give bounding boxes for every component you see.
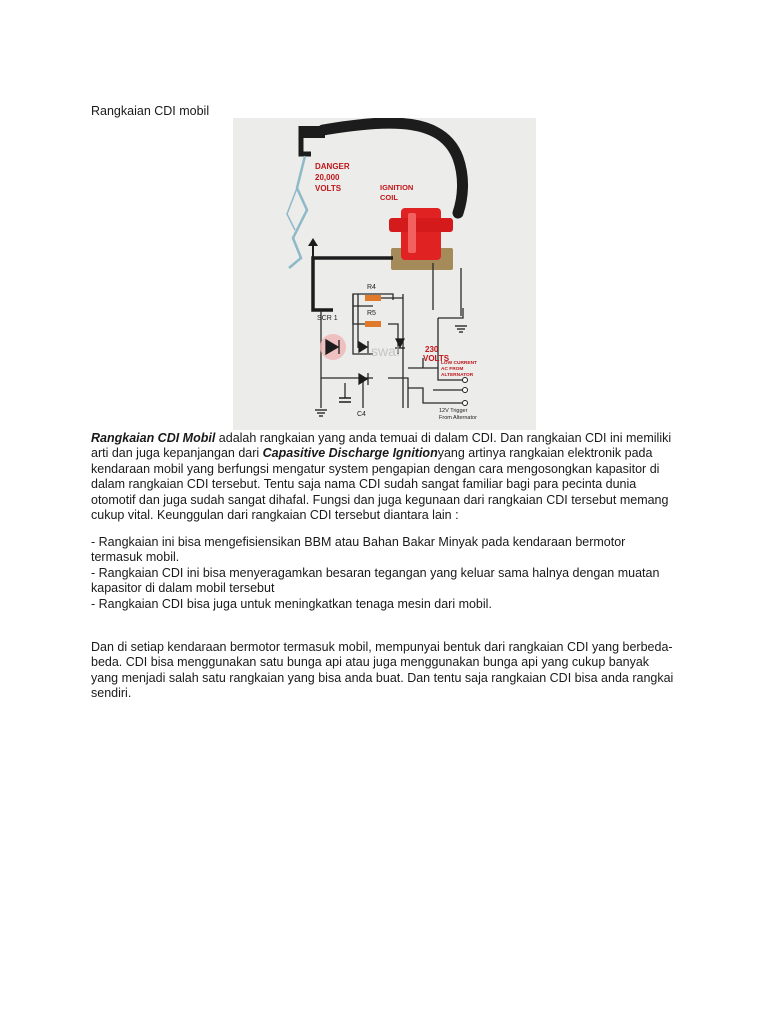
page-title: Rangkaian CDI mobil <box>91 104 210 118</box>
circuit-wiring <box>321 263 463 408</box>
paragraph-advantages <box>91 535 691 612</box>
paragraph-intro <box>91 431 691 523</box>
ignition-coil-top <box>389 218 453 232</box>
list-item: - Rangkaian ini bisa mengefisiensikan BBM atau Bahan Bakar Minyak pada kendaraan bermotor <box>91 535 626 549</box>
term-capasitive: Capasitive Discharge Ignition <box>262 446 438 461</box>
list-item: - Rangkaian CDI bisa juga untuk meningkatkan tenaga mesin dari mobil. <box>91 596 492 611</box>
lightning-bolt <box>289 156 307 268</box>
intro-line-6: cukup vital. Keunggulan dari rangkaian CDI tersebut diantara lain : <box>91 508 459 523</box>
ignition-coil-shine <box>408 213 416 253</box>
closing-line: yang menjadi salah satu rangkaian yang bisa anda buat. Dan tentu saja rangkaian CDI bisa anda rangkai <box>91 670 674 685</box>
ignition-coil-body <box>401 208 441 260</box>
list-item: kapasitor di dalam mobil tersebut <box>91 581 275 596</box>
resistor-r4 <box>365 295 381 301</box>
ignition-coil-label: IGNITION COIL <box>380 183 414 202</box>
closing-line: Dan di setiap kendaraan bermotor termasuk mobil, mempunyai bentuk dari rangkaian CDI yang berbeda- <box>91 640 673 654</box>
closing-line: beda. CDI bisa menggunakan satu bunga api atau juga menggunakan bunga api yang cukup banyak <box>91 655 650 670</box>
hv-arrow <box>308 238 318 246</box>
intro-line-5: otomotif dan juga sudah sangat dihafal. Fungsi dan juga kegunaan dari rangkaian CDI tersebut memang <box>91 492 669 507</box>
terminal-trigger <box>463 401 468 406</box>
paragraph-closing <box>91 640 691 702</box>
circuit-diagram <box>233 118 536 430</box>
cdi-circuit-figure <box>233 118 536 430</box>
intro-line-4: dalam rangkaian CDI tersebut. Tentu saja nama CDI sudah sangat familiar bagi para pecinta dunia <box>91 477 637 492</box>
r4-label: R4 <box>367 284 376 291</box>
list-item: - Rangkaian CDI ini bisa menyeragamkan besaran tegangan yang keluar sama halnya dengan muatan <box>91 565 660 580</box>
danger-label: DANGER 20,000 VOLTS <box>315 162 350 193</box>
low-current-label: LOW CURRENT AC FROM ALTERNATOR <box>441 361 477 378</box>
spark-plug-cap <box>301 126 325 138</box>
watermark: swa! <box>371 343 400 359</box>
intro-line-3: kendaraan mobil yang berfungsi mengatur system pengapian dengan cara mengosongkan kapasitor di <box>91 461 660 476</box>
r5-label: R5 <box>367 310 376 317</box>
diode-1 <box>359 341 368 353</box>
voltage-label: 230 VOLTS <box>423 345 450 363</box>
c4-label: C4 <box>357 411 366 418</box>
resistor-r5 <box>365 321 381 327</box>
terminal-ac-2 <box>463 388 468 393</box>
intro-line-2b: yang artinya rangkaian elektronik pada <box>437 446 653 461</box>
list-item: termasuk mobil. <box>91 550 180 565</box>
term-cdi-mobil: Rangkaian CDI Mobil <box>91 431 216 445</box>
intro-line-2a: arti dan juga kepanjangan dari <box>91 446 263 461</box>
closing-line: sendiri. <box>91 686 132 701</box>
lightning-branch <box>287 188 297 230</box>
trigger-label: 12V Trigger From Alternator <box>439 408 477 421</box>
terminal-ac-1 <box>463 378 468 383</box>
scr-label: SCR 1 <box>317 315 338 322</box>
intro-line-1: adalah rangkaian yang anda temuai di dalam CDI. Dan rangkaian CDI ini memiliki <box>215 431 672 445</box>
